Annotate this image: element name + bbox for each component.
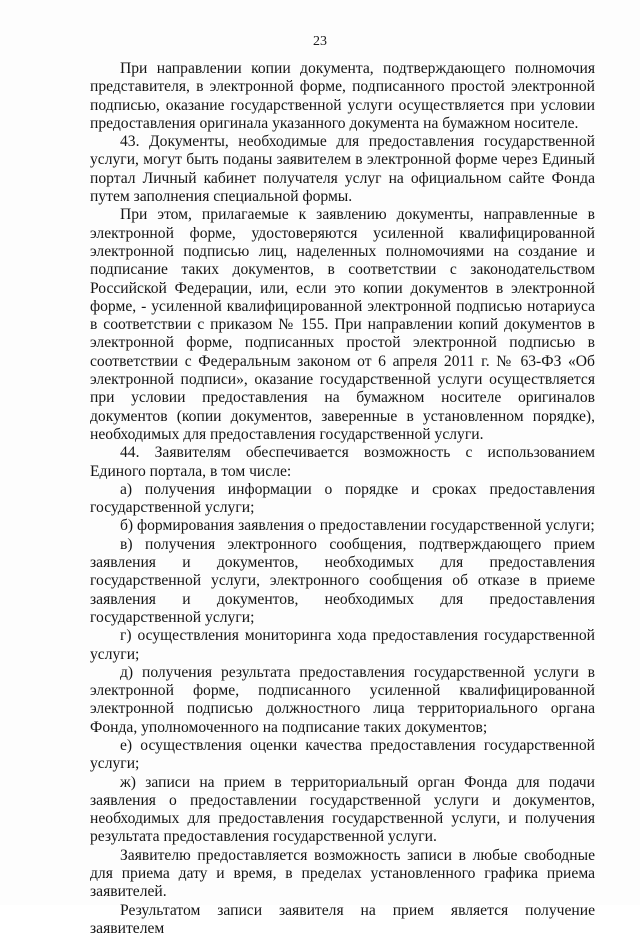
list-item: г) осуществления мониторинга хода предоставления государственной услуги; xyxy=(90,627,595,663)
paragraph: 43. Документы, необходимые для предоставления государственной услуги, могут быть поданы заявителем в электронной форме через Единый портал Личный кабинет получателя услуг на официальном сайте Фонда путем заполнения специальной формы. xyxy=(90,133,595,206)
list-item: а) получения информации о порядке и сроках предоставления государственной услуги; xyxy=(90,480,595,517)
paragraph: При направлении копии документа, подтверждающего полномочия представителя, в электронной форме, подписанного простой электронной подписью, оказание государственной услуги осуществляется при условии предоставления оригинала указанного документа на бумажном носителе. xyxy=(90,60,595,132)
list-item: е) осуществления оценки качества предоставления государственной услуги; xyxy=(90,736,595,773)
paragraph: При этом, прилагаемые к заявлению документы, направленные в электронной форме, удостоверяются усиленной квалифицированной электронной подписью лиц, наделенных полномочиями на создание и подписание таких документов, в соответствии с законодательством Российской Федерации, или, если это копии документов в электронной форме, - усиленной квалифицированной электронной подписью нотариуса в соответствии с приказом № 155. При направлении копий документов в электронной форме, подписанных простой электронной подписью в соответствии с Федеральным законом от 6 апреля 2011 г. № 63-ФЗ «Об электронной подписи», оказание государственной услуги осуществляется при условии предоставления на бумажном носителе оригиналов документов (копии документов, заверенные в установленном порядке), необходимых для предоставления государственной услуги. xyxy=(90,206,595,443)
page-number: 23 xyxy=(313,34,327,49)
paragraph: 44. Заявителям обеспечивается возможность с использованием Единого портала, в том числе: xyxy=(90,444,595,480)
paragraph: Результатом записи заявителя на прием является получение заявителем xyxy=(90,901,595,937)
list-item: в) получения электронного сообщения, подтверждающего прием заявления и документов, необходимых для предоставления государственной услуги, электронного сообщения об отказе в приеме заявления и документов, необходимых для предоставления государственной услуги; xyxy=(90,535,595,626)
paragraph: Заявителю предоставляется возможность записи в любые свободные для приема дату и время, в пределах установленного графика приема заявителей. xyxy=(90,846,595,901)
list-item: ж) записи на прием в территориальный орган Фонда для подачи заявления о предоставлении государственной услуги и документов, необходимых для предоставления государственной услуги, и получения результата предоставления государственной услуги. xyxy=(90,773,595,846)
document-body xyxy=(90,60,595,938)
list-item: б) формирования заявления о предоставлении государственной услуги; xyxy=(120,517,595,535)
list-item: д) получения результата предоставления государственной услуги в электронной форме, подписанного усиленной квалифицированной электронной подписью должностного лица территориального органа Фонда, уполномоченного на подписание таких документов; xyxy=(90,663,595,736)
